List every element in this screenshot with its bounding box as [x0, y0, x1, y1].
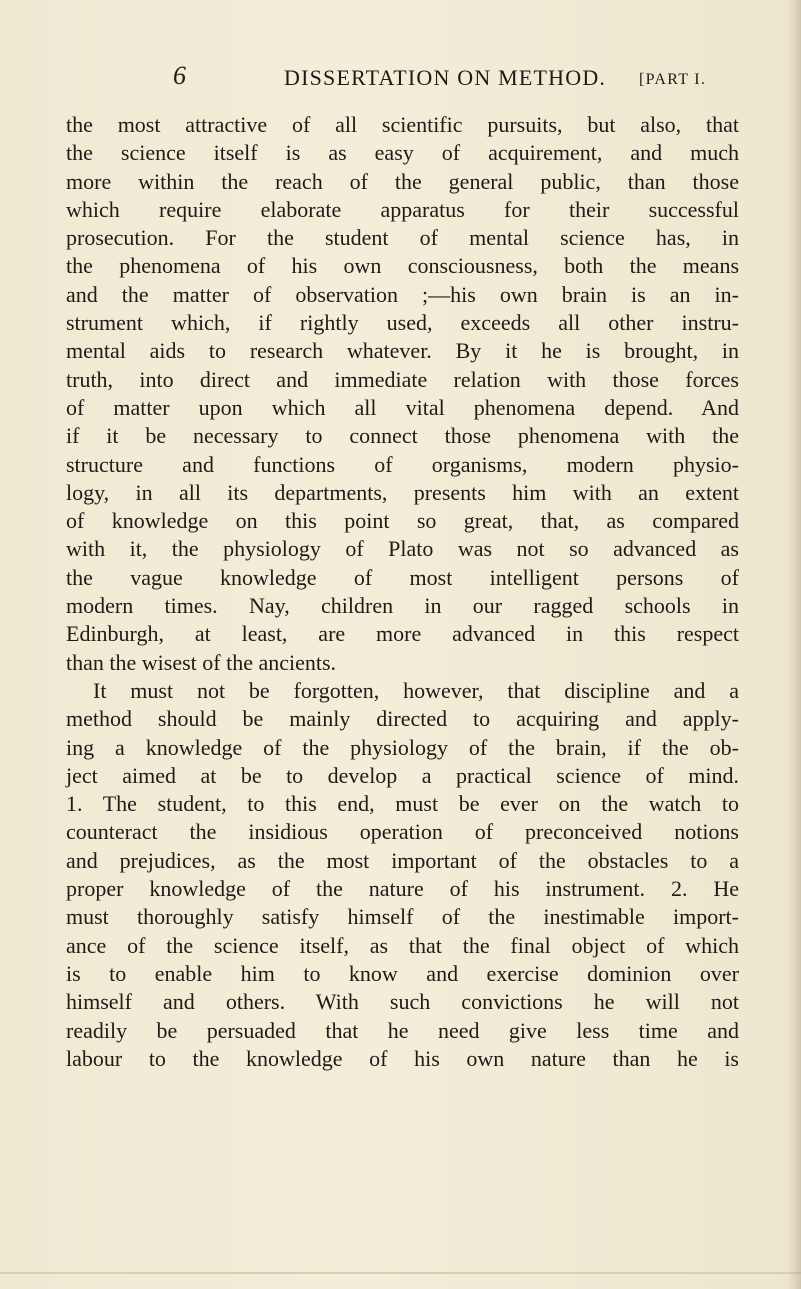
- part-label: [PART I.: [639, 71, 707, 88]
- text-line: ject aimed at be to develop a practical science of mind.: [66, 762, 739, 788]
- text-line: modern times. Nay, children in our ragged schools in: [66, 593, 739, 619]
- text-line: of matter upon which all vital phenomena depend. And: [66, 394, 739, 420]
- page-number: 6: [173, 61, 186, 90]
- text-line: method should be mainly directed to acquiring and apply-: [66, 706, 739, 732]
- text-line: the vague knowledge of most intelligent persons of: [66, 564, 739, 590]
- text-line: of knowledge on this point so great, that, as compared: [66, 508, 739, 534]
- page-right-edge-shadow: [787, 0, 801, 1289]
- text-line: 1. The student, to this end, must be ever on the watch to: [66, 791, 739, 817]
- text-line: ance of the science itself, as that the final object of which: [66, 932, 739, 958]
- text-line: if it be necessary to connect those phenomena with the: [66, 423, 739, 449]
- text-line: Edinburgh, at least, are more advanced in this respect: [66, 621, 739, 647]
- text-line: truth, into direct and immediate relation with those forces: [66, 366, 739, 392]
- text-line: the most attractive of all scientific pursuits, but also, that: [66, 112, 739, 137]
- text-line: and prejudices, as the most important of the obstacles to a: [66, 847, 739, 873]
- text-line: ing a knowledge of the physiology of the brain, if the ob-: [66, 734, 739, 760]
- text-line: than the wisest of the ancients.: [66, 649, 337, 675]
- running-title: DISSERTATION ON METHOD.: [284, 65, 607, 90]
- text-line: more within the reach of the general public, than those: [66, 168, 739, 194]
- text-line: which require elaborate apparatus for their successful: [66, 196, 739, 222]
- running-header: [173, 62, 763, 102]
- text-line: readily be persuaded that he need give less time and: [66, 1017, 739, 1043]
- text-line: labour to the knowledge of his own nature than he is: [66, 1045, 739, 1071]
- text-line: himself and others. With such convictions he will not: [66, 989, 739, 1015]
- text-line: must thoroughly satisfy himself of the inestimable import-: [66, 904, 739, 930]
- page-bottom-edge: [0, 1272, 801, 1274]
- text-line: strument which, if rightly used, exceeds all other instru-: [66, 310, 739, 336]
- text-line: It must not be forgotten, however, that discipline and a: [93, 677, 739, 703]
- text-line: structure and functions of organisms, modern physio-: [66, 451, 739, 477]
- text-line: is to enable him to know and exercise dominion over: [66, 960, 739, 986]
- text-line: proper knowledge of the nature of his instrument. 2. He: [66, 876, 739, 902]
- text-line: mental aids to research whatever. By it he is brought, in: [66, 338, 739, 364]
- body-text: [66, 111, 739, 1073]
- text-line: prosecution. For the student of mental science has, in: [66, 225, 739, 251]
- text-line: the science itself is as easy of acquirement, and much: [66, 140, 739, 166]
- text-line: the phenomena of his own consciousness, both the means: [66, 253, 739, 279]
- text-line: and the matter of observation ;—his own brain is an in-: [66, 281, 739, 307]
- text-line: with it, the physiology of Plato was not so advanced as: [66, 536, 739, 562]
- text-line: logy, in all its departments, presents him with an extent: [66, 479, 739, 505]
- text-line: counteract the insidious operation of preconceived notions: [66, 819, 739, 845]
